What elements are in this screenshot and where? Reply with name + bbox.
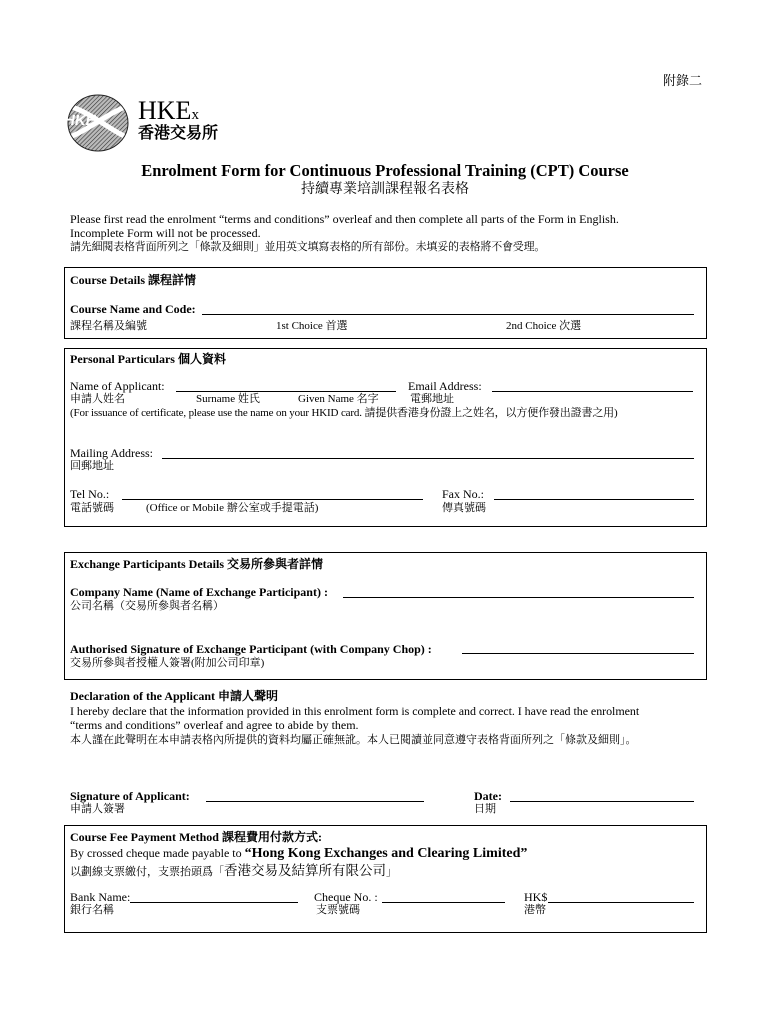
authorised-signature-label-cn: 交易所參與者授權人簽署(附加公司印章) (70, 657, 265, 669)
course-name-label-cn: 課程名稱及編號 (70, 320, 147, 332)
given-name-label: Given Name 名字 (298, 393, 379, 405)
personal-particulars-section (64, 348, 707, 527)
declaration-line-1: I hereby declare that the information provided in this enrolment form is complete and correct. I have read the enrolment (70, 704, 640, 718)
mailing-address-label-cn: 回郵地址 (70, 460, 114, 472)
email-label-cn: 電郵地址 (410, 393, 454, 405)
declaration-heading: Declaration of the Applicant 申請人聲明 (70, 689, 278, 703)
cheque-prefix: By crossed cheque made payable to (70, 846, 245, 860)
cheque-instruction (70, 846, 527, 861)
course-name-field[interactable] (202, 314, 694, 315)
declaration-line-2: “terms and conditions” overleaf and agree to abide by them. (70, 718, 359, 732)
tel-label: Tel No.: (70, 487, 110, 501)
fax-field[interactable] (494, 499, 694, 500)
cheque-cn-suffix: 」 (386, 866, 397, 878)
applicant-name-label-cn: 申請人姓名 (70, 393, 125, 405)
payee-en: “Hong Kong Exchanges and Clearing Limited” (244, 846, 528, 861)
date-label-cn: 日期 (474, 803, 496, 815)
applicant-signature-label-cn: 申請人簽署 (70, 803, 125, 815)
company-name-label-cn: 公司名稱（交易所參與者名稱） (70, 600, 224, 612)
fax-label: Fax No.: (442, 487, 484, 501)
company-name-label: Company Name (Name of Exchange Participant) : (70, 585, 328, 599)
intro-line-3: 請先細閱表格背面所列之「條款及細則」並用英文填寫表格的所有部份。未填妥的表格將不會受理。 (70, 241, 546, 253)
hkd-label: HK$ (524, 890, 548, 904)
form-title-cn: 持續專業培訓課程報名表格 (301, 182, 469, 197)
intro-line-2: Incomplete Form will not be processed. (70, 226, 261, 240)
cheque-instruction-cn (70, 864, 397, 879)
tel-note: (Office or Mobile 辦公室或手提電話) (146, 502, 319, 514)
payee-cn: 香港交易及結算所有限公司 (224, 863, 386, 878)
surname-label: Surname 姓氏 (196, 393, 260, 405)
cheque-no-field[interactable] (382, 902, 505, 903)
logo-name-cn: 香港交易所 (138, 125, 219, 142)
logo-name (138, 98, 199, 128)
cheque-cn-prefix: 以劃線支票繳付，支票抬頭爲「 (70, 866, 224, 878)
logo-name-main: HKE (138, 96, 192, 125)
intro-line-1: Please first read the enrolment “terms and conditions” overleaf and then complete all parts of the Form in English. (70, 212, 619, 226)
authorised-signature-field[interactable] (462, 653, 694, 654)
name-note: (For issuance of certificate, please use the name on your HKID card. 請提供香港身份證上之姓名，以方便作發出證書之用) (70, 407, 618, 419)
applicant-signature-field[interactable] (206, 801, 424, 802)
authorised-signature-label: Authorised Signature of Exchange Participant (with Company Chop) : (70, 642, 432, 656)
email-label: Email Address: (408, 379, 482, 393)
second-choice-label: 2nd Choice 次選 (506, 320, 582, 332)
date-label: Date: (474, 789, 502, 803)
payment-heading: Course Fee Payment Method 課程費用付款方式: (70, 830, 322, 844)
logo-name-x: x (191, 107, 199, 123)
tel-label-cn: 電話號碼 (70, 502, 114, 514)
mailing-address-label: Mailing Address: (70, 446, 153, 460)
mailing-address-field[interactable] (162, 458, 694, 459)
hkd-amount-field[interactable] (548, 902, 694, 903)
bank-name-label-cn: 銀行名稱 (70, 904, 114, 916)
declaration-line-3: 本人謹在此聲明在本申請表格內所提供的資料均屬正確無訛。本人已閱讀並同意遵守表格背面所列之「條款及細則」。 (70, 734, 637, 746)
hkex-logo (60, 92, 230, 154)
applicant-name-field[interactable] (176, 391, 396, 392)
cheque-no-label: Cheque No. : (314, 890, 378, 904)
company-name-field[interactable] (343, 597, 694, 598)
bank-name-field[interactable] (130, 902, 298, 903)
cheque-no-label-cn: 支票號碼 (316, 904, 360, 916)
hkd-label-cn: 港幣 (524, 904, 546, 916)
fax-label-cn: 傳真號碼 (442, 502, 486, 514)
course-name-label: Course Name and Code: (70, 302, 196, 316)
exchange-heading: Exchange Participants Details 交易所參與者詳情 (70, 557, 323, 571)
applicant-name-label: Name of Applicant: (70, 379, 165, 393)
form-title: Enrolment Form for Continuous Professional Training (CPT) Course (141, 161, 629, 180)
tel-field[interactable] (122, 499, 423, 500)
email-field[interactable] (492, 391, 693, 392)
first-choice-label: 1st Choice 首選 (276, 320, 348, 332)
applicant-signature-label: Signature of Applicant: (70, 789, 190, 803)
personal-heading: Personal Particulars 個人資料 (70, 352, 226, 366)
course-details-heading: Course Details 課程詳情 (70, 273, 196, 287)
appendix-label: 附錄二 (663, 73, 703, 88)
bank-name-label: Bank Name: (70, 890, 131, 904)
date-field[interactable] (510, 801, 694, 802)
logo-badge: HKE (64, 112, 96, 129)
